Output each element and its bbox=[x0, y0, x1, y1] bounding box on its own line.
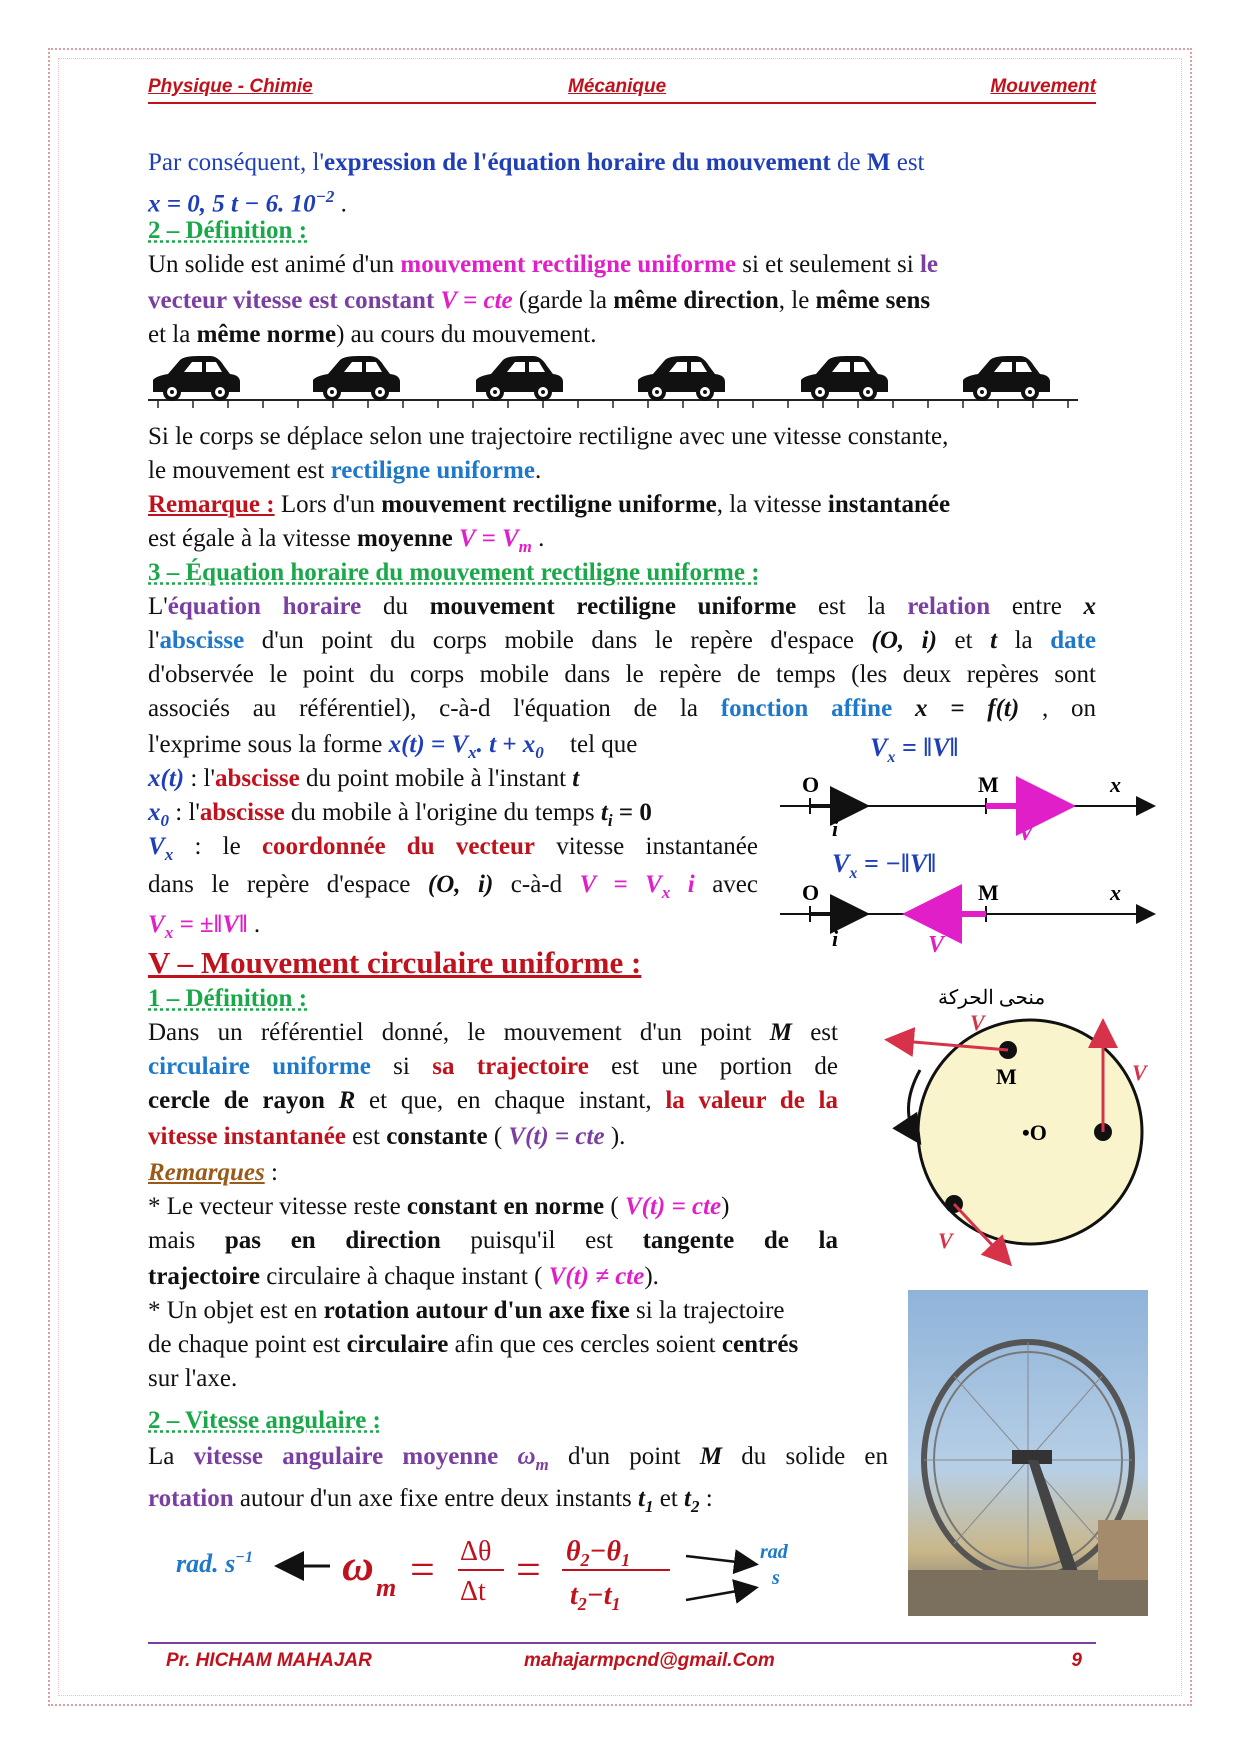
point-m-circle: M bbox=[996, 1064, 1017, 1089]
eqh-line-2: l'abscisse d'un point du corps mobile dans le repère d'espace (O, i) et t la date bbox=[148, 627, 1097, 654]
eqh-line-5: l'exprime sous la forme $x(t) = V_x$. $t + x_0$ tel que bbox=[148, 731, 638, 762]
circ-line-1: Dans un référentiel donné, le mouvement d'un point M est bbox=[148, 1019, 838, 1046]
velocity-label-bottom: V bbox=[938, 1228, 953, 1253]
heading-vitesse-angulaire: 2 – Vitesse angulaire : bbox=[148, 1407, 381, 1434]
unit-vector-i-top: i bbox=[832, 816, 839, 841]
vx-positive-label: $V_x$ = ‖V‖ bbox=[870, 733, 959, 766]
point-m-label-bottom: M bbox=[978, 880, 999, 905]
axes-diagram bbox=[780, 720, 1170, 970]
footer-author: Pr. HICHAM MAHAJAR bbox=[166, 1650, 372, 1671]
rq-line-5: de chaque point est circulaire afin que ces cercles soient centrés bbox=[148, 1331, 799, 1358]
unit-vector-i-bottom: i bbox=[832, 926, 839, 951]
eqh-line-9: dans le repère d'espace (O, i) c-à-d $V = V_x$ i avec bbox=[148, 871, 758, 902]
time-difference: $t_2-t_1$ bbox=[570, 1580, 621, 1614]
formula-equals-2: = bbox=[516, 1545, 541, 1594]
rq-line-1: * Le vecteur vitesse reste constant en norme ( V(t) = cte) bbox=[148, 1193, 730, 1220]
eqh-line-7: $x_0$ : l'abscisse du mobile à l'origine du temps $t_i = 0$ bbox=[148, 799, 652, 830]
remarque-line-2: est égale à la vitesse moyenne $V = V_m$ . bbox=[148, 525, 545, 556]
unit-rad: rad bbox=[760, 1541, 788, 1563]
eqh-line-1: L'équation horaire du mouvement rectiligne uniforme est la relation entre x bbox=[148, 593, 1097, 620]
equation-horaire: x = 0, 5 t − 6. $10^{-2}$ . bbox=[148, 187, 347, 218]
car-icon bbox=[153, 356, 240, 401]
cars-illustration bbox=[148, 352, 1083, 414]
definition-line-3: et la même norme) au cours du mouvement. bbox=[148, 321, 597, 348]
eqh-line-8: $V_x$ : le coordonnée du vecteur vitesse instantanée bbox=[148, 833, 758, 864]
va-line-2: rotation autour d'un axe fixe entre deux instants $t_1$ et $t_2$ : bbox=[148, 1485, 713, 1516]
x-axis-label-bottom: x bbox=[1110, 880, 1121, 905]
paragraph-conclusion: Par conséquent, l'expression de l'équation horaire du mouvement de M est bbox=[148, 149, 925, 176]
rq-line-2: mais pas en direction puisqu'il est tangente de la bbox=[148, 1227, 838, 1254]
circ-line-3: cercle de rayon R et que, en chaque instant, la valeur de la bbox=[148, 1087, 838, 1114]
footer-page-number: 9 bbox=[1071, 1650, 1082, 1671]
va-line-1: La vitesse angulaire moyenne $\omega_m$ d'un point M du solide en bbox=[148, 1443, 889, 1474]
omega-symbol: ω bbox=[342, 1541, 374, 1590]
x-axis-label-top: x bbox=[1110, 772, 1121, 797]
circular-motion-diagram bbox=[878, 980, 1178, 1270]
angular-velocity-formula bbox=[170, 1516, 820, 1626]
velocity-vector-top: V bbox=[1018, 820, 1035, 846]
eqh-line-4: associés au référentiel), c-à-d l'équation de la fonction affine x = f(t) , on bbox=[148, 695, 1096, 722]
arabic-label: منحى الحركة bbox=[938, 987, 1046, 1009]
paragraph-trajectoire: Si le corps se déplace selon une trajectoire rectiligne avec une vitesse constante, bbox=[148, 423, 949, 450]
omega-subscript: m bbox=[376, 1573, 397, 1602]
eqh-line-10: $V_x$ = ±‖V‖ . bbox=[148, 911, 261, 942]
rq-line-6: sur l'axe. bbox=[148, 1365, 238, 1392]
footer-email[interactable]: mahajarmpcnd@gmail.Com bbox=[524, 1650, 775, 1671]
remarques-label: Remarques : bbox=[148, 1159, 278, 1186]
rq-line-3: trajectoire circulaire à chaque instant ( V(t) ≠ cte). bbox=[148, 1263, 659, 1290]
section-title-circulaire: V – Mouvement circulaire uniforme : bbox=[148, 945, 642, 980]
velocity-label-right: V bbox=[1132, 1060, 1147, 1085]
rq-line-4: * Un objet est en rotation autour d'un axe fixe si la trajectoire bbox=[148, 1297, 785, 1324]
vx-negative-label: $V_x$ = −‖V‖ bbox=[832, 849, 937, 882]
origin-label-bottom: O bbox=[802, 880, 820, 905]
heading-definition-2: 2 – Définition : bbox=[148, 217, 308, 244]
delta-theta: Δθ bbox=[460, 1536, 492, 1567]
center-o-circle: •O bbox=[1022, 1120, 1047, 1145]
eqh-line-3: d'observée le point du corps mobile dans le repère de temps (les deux repères sont bbox=[148, 661, 1096, 688]
circ-line-4: vitesse instantanée est constante ( V(t) = cte ). bbox=[148, 1123, 626, 1150]
page-header bbox=[148, 72, 1096, 104]
heading-definition-1: 1 – Définition : bbox=[148, 985, 308, 1012]
ferris-wheel-photo bbox=[908, 1290, 1148, 1616]
page-footer bbox=[148, 1642, 1096, 1680]
remarque-line-1: Remarque : Lors d'un mouvement rectiligne uniforme, la vitesse instantanée bbox=[148, 491, 951, 518]
circ-line-2: circulaire uniforme si sa trajectoire est une portion de bbox=[148, 1053, 838, 1080]
theta-difference: $\theta_2-\theta_1$ bbox=[566, 1536, 631, 1570]
point-m-label-top: M bbox=[978, 772, 999, 797]
heading-equation-horaire: 3 – Équation horaire du mouvement rectiligne uniforme : bbox=[148, 559, 760, 586]
velocity-label-top: V bbox=[970, 1010, 985, 1035]
eqh-line-6: x(t) : l'abscisse du point mobile à l'instant t bbox=[148, 765, 580, 792]
velocity-vector-bottom: V bbox=[928, 932, 945, 958]
delta-t: Δt bbox=[460, 1576, 486, 1607]
unit-rad-per-s: rad. $s^{-1}$ bbox=[176, 1549, 253, 1578]
origin-label-top: O bbox=[802, 772, 820, 797]
header-topic: Mouvement bbox=[990, 76, 1096, 97]
definition-line-2: vecteur vitesse est constant V = cte (garde la même direction, le même sens bbox=[148, 287, 931, 314]
paragraph-trajectoire-2: le mouvement est rectiligne uniforme. bbox=[148, 457, 542, 484]
header-chapter: Mécanique bbox=[568, 76, 667, 97]
definition-line-1: Un solide est animé d'un mouvement rectiligne uniforme si et seulement si le bbox=[148, 251, 939, 278]
formula-equals-1: = bbox=[410, 1545, 435, 1594]
unit-s: s bbox=[772, 1567, 780, 1589]
header-subject: Physique - Chimie bbox=[148, 76, 313, 97]
